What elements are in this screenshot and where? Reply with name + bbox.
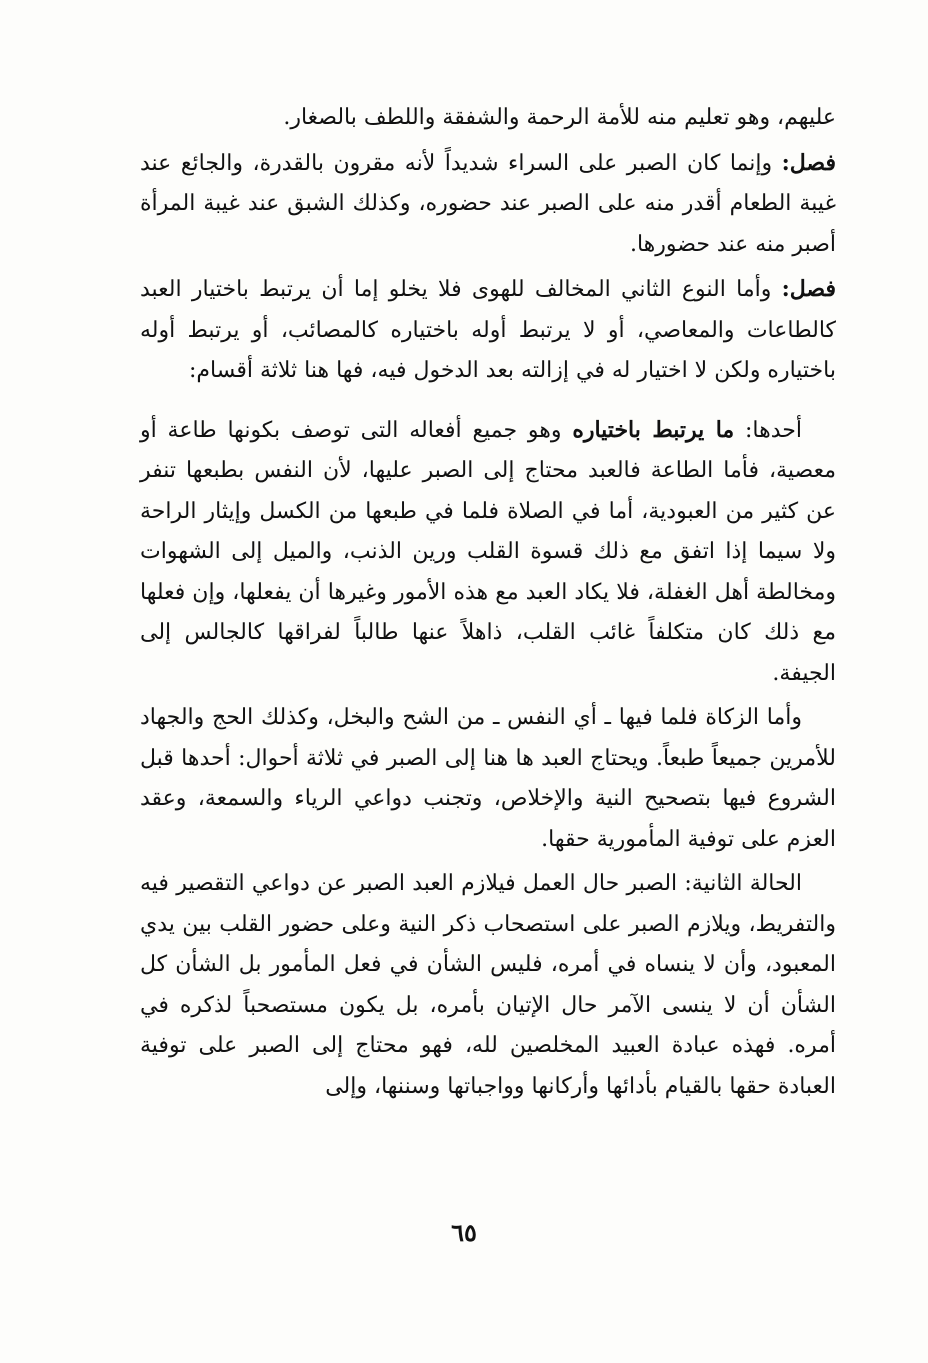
paragraph-4: [140, 410, 836, 695]
paragraph-text: عليهم، وهو تعليم منه للأمة الرحمة والشفقة واللطف بالصغار.: [283, 105, 836, 130]
paragraph-6: [140, 864, 836, 1107]
paragraph-2: [140, 143, 836, 266]
paragraph-5: [140, 698, 836, 860]
paragraph-1: [140, 98, 836, 139]
paragraph-text: الحالة الثانية: الصبر حال العمل فيلازم العبد الصبر عن دواعي التقصير فيه والتفريط، ويلازم الصبر على استصحاب ذكر النية وعلى حضور القلب بين يدي المعبود، وأن لا ينساه في أمره، فليس الشأن في فعل المأمور بل الشأن كل الشأن أن لا ينسى الآمر حال الإتيان بأمره، بل يكون مستصحباً لذكره في أمره. فهذه عبادة العبيد المخلصين لله، فهو محتاج إلى الصبر على توفية العبادة حقها بالقيام بأدائها وأركانها وواجباتها وسننها، وإلى: [140, 871, 836, 1099]
paragraph-text: وأما النوع الثاني المخالف للهوى فلا يخلو إما أن يرتبط باختيار العبد كالطاعات والمعاصي، أو لا يرتبط أوله باختياره كالمصائب، أو يرتبط أوله باختياره ولكن لا اختيار له في إزالته بعد الدخول فيه، فها هنا ثلاثة أقسام:: [140, 277, 836, 383]
page-number: ٦٥: [451, 1218, 477, 1247]
page-body-text: [140, 98, 836, 1111]
paragraph-prefix: أحدها:: [734, 417, 802, 443]
section-lead-fasl: فصل:: [781, 149, 836, 176]
paragraph-text: وهو جميع أفعاله التى توصف بكونها طاعة أو معصية، فأما الطاعة فالعبد محتاج إلى الصبر عليها، لأن النفس بطبعها تنفر عن كثير من العبودية، أما في الصلاة فلما في طبعها من الكسل وإيثار الراحة ولا سيما إذا اتفق مع ذلك قسوة القلب ورين الذنب، والميل إلى الشهوات ومخالطة أهل الغفلة، فلا يكاد العبد مع هذه الأمور وغيرها أن يفعلها، وإن فعلها مع ذلك كان متكلفاً غائب القلب، ذاهلاً عنها طالباً لفراقها كالجالس إلى الجيفة.: [140, 417, 837, 686]
paragraph-gap: [140, 396, 836, 410]
paragraph-3: [140, 269, 836, 392]
paragraph-text: وأما الزكاة فلما فيها ـ أي النفس ـ من الشح والبخل، وكذلك الحج والجهاد للأمرين جميعاً طبعاً. ويحتاج العبد ها هنا إلى الصبر في ثلاثة أحوال: أحدها قبل الشروع فيها بتصحيح النية والإخلاص، وتجنب دواعي الرياء والسمعة، وعقد العزم على توفية المأمورية حقها.: [140, 705, 836, 852]
paragraph-text: وإنما كان الصبر على السراء شديداً لأنه مقرون بالقدرة، والجائع عند غيبة الطعام أقدر منه على الصبر عند حضوره، وكذلك الشبق عند غيبة المرأة أصبر منه عند حضورها.: [140, 150, 836, 257]
section-lead-fasl: فصل:: [781, 276, 836, 302]
bold-phrase: ما يرتبط باختياره: [572, 416, 735, 443]
